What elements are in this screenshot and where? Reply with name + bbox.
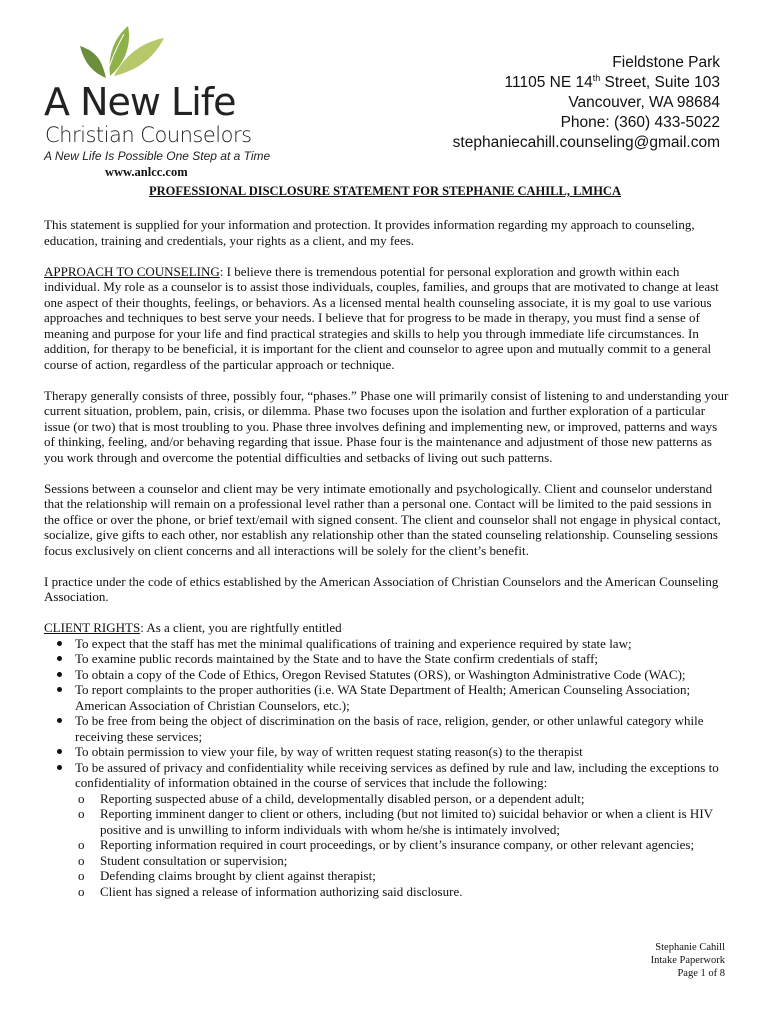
sub-list-item-text: Reporting information required in court proceedings, or by client’s insurance company, or other relevant agencies; <box>100 837 695 852</box>
sub-list-item <box>75 837 730 853</box>
phone: Phone: (360) 433-5022 <box>560 114 720 131</box>
bullet-icon <box>57 687 62 692</box>
circle-bullet-icon: o <box>78 852 85 868</box>
list-item-text: To obtain permission to view your file, by way of written request stating reason(s) to the therapist <box>75 744 583 759</box>
list-item-text: To be free from being the object of discrimination on the basis of race, religion, gender, or other unlawful category while receiving these services; <box>75 713 704 744</box>
circle-bullet-icon: o <box>78 883 85 899</box>
sub-list-item-text: Client has signed a release of information authorizing said disclosure. <box>100 883 463 899</box>
bullet-icon <box>57 765 62 770</box>
ethics-paragraph: I practice under the code of ethics established by the American Association of Christian Counselors and the American Counseling Association. <box>44 573 719 604</box>
bullet-icon <box>57 656 62 661</box>
approach-text: : I believe there is tremendous potential for personal exploration and growth within each individual. My role as a counselor is to assist those individuals, couples, families, and groups that are motivated to change at least one aspect of their thoughts, feelings, or behaviors. As a licensed mental health counseling associate, it is my goal to use various approaches and techniques to best serve your needs. I believe that for progress to be made in therapy, you must find a sense of meaning and purpose for your life and find practical strategies and skills to help you through immediate life circumstances. In addition, for therapy to be beneficial, it is important for the client and counselor to agree upon and mutually commit to a general course of action, regardless of the particular approach or technique. <box>44 263 719 372</box>
circle-bullet-icon: o <box>78 868 85 883</box>
client-rights-section <box>44 620 730 899</box>
logo-subtitle: Christian Counselors <box>45 123 252 147</box>
rights-list <box>44 636 730 900</box>
list-item <box>44 636 730 652</box>
bullet-icon <box>57 749 62 754</box>
sub-list-item <box>75 868 730 884</box>
exceptions-list <box>75 791 730 900</box>
street-number: 11105 NE 14 <box>504 74 593 91</box>
list-item-text: To examine public records maintained by the State and to have the State confirm credentials of staff; <box>75 651 599 666</box>
page-footer <box>651 941 725 980</box>
sub-list-item <box>75 806 730 837</box>
circle-bullet-icon: o <box>78 837 85 852</box>
address-line-1: Fieldstone Park <box>612 54 720 71</box>
website-link[interactable]: www.anlcc.com <box>105 165 188 179</box>
sub-list-item <box>75 791 730 807</box>
sub-list-item-text: Student consultation or supervision; <box>100 852 288 868</box>
circle-bullet-icon: o <box>78 790 85 806</box>
bullet-icon <box>57 718 62 723</box>
list-item-text: To expect that the staff has met the minimal qualifications of training and experience required by state law; <box>75 635 632 651</box>
list-item <box>44 713 730 744</box>
list-item <box>44 667 730 683</box>
bullet-icon <box>57 672 62 677</box>
client-rights-lead: : As a client, you are rightfully entitled <box>140 620 342 635</box>
client-rights-intro <box>44 620 730 636</box>
list-item <box>44 760 730 900</box>
list-item <box>44 682 730 713</box>
leaves-icon <box>58 12 178 82</box>
sessions-paragraph: Sessions between a counselor and client may be very intimate emotionally and psychologically. Client and counselor understand that the relationship will remain on a professional level rather than a personal one. Contact will be limited to the paid sessions in the office or over the phone, or brief text/email with signed consent. The client and counselor shall not engage in physical contact, socialize, give gifts to each other, nor establish any relationship other than the stated counseling relationship. Counseling sessions focus exclusively on client concerns and all interactions will be solely for the client’s benefit. <box>44 480 721 558</box>
footer-name: Stephanie Cahill <box>655 942 725 953</box>
footer-doc: Intake Paperwork <box>650 955 725 966</box>
bullet-icon <box>57 641 62 646</box>
client-rights-heading: CLIENT RIGHTS <box>44 620 141 635</box>
sub-list-item <box>75 884 730 900</box>
document-body <box>44 217 730 899</box>
email-link[interactable]: stephaniecahill.counseling@gmail.com <box>452 134 720 151</box>
list-item-text: To report complaints to the proper authorities (i.e. WA State Department of Health; American Counseling Association; American Association of Christian Counselors, etc.); <box>75 682 691 713</box>
sub-list-item-text: Reporting suspected abuse of a child, developmentally disabled person, or a dependent adult; <box>100 790 585 806</box>
approach-paragraph <box>44 264 730 373</box>
list-item-text: To obtain a copy of the Code of Ethics, Oregon Revised Statutes (ORS), or Washington Administrative Code (WAC); <box>75 666 686 682</box>
street-suffix: th <box>592 73 601 83</box>
document-title: PROFESSIONAL DISCLOSURE STATEMENT FOR STEPHANIE CAHILL, LMHCA <box>149 184 621 198</box>
street-rest: Street, Suite 103 <box>600 74 720 91</box>
address-line-3: Vancouver, WA 98684 <box>568 94 720 111</box>
tagline: A New Life Is Possible One Step at a Time <box>44 149 271 163</box>
address-block <box>453 53 720 153</box>
list-item <box>44 651 730 667</box>
intro-paragraph: This statement is supplied for your information and protection. It provides information regarding my approach to counseling, education, training and credentials, your rights as a client, and my fees. <box>44 217 695 248</box>
page-number: Page 1 of 8 <box>677 968 725 979</box>
logo-name: A New Life <box>44 80 236 124</box>
sub-list-item <box>75 853 730 869</box>
list-item-text: To be assured of privacy and confidentiality while receiving services as defined by rule and law, including the exceptions to confidentiality of information obtained in the course of services that include the following: <box>75 759 719 790</box>
sub-list-item-text: Reporting imminent danger to client or others, including (but not limited to) suicidal behavior or when a client is HIV positive and is unwilling to inform individuals with whom he/she is intimately involved; <box>100 806 713 837</box>
sub-list-item-text: Defending claims brought by client against therapist; <box>100 868 376 883</box>
phases-paragraph: Therapy generally consists of three, possibly four, “phases.” Phase one will primarily consist of listening to and understanding your current situation, problem, pain, crisis, or dilemma. Phase two focuses upon the isolation and further exploration of a particular issue (or two) that is most troubling to you. Phase three involves defining and implementing new, or improved, patterns and ways of thinking, feeling, and/or behaving regarding that issue. Phase four is the maintenance and adjustment of those new patterns as you work through and overcome the potential difficulties and setbacks of living out such patterns. <box>44 387 729 465</box>
circle-bullet-icon: o <box>78 806 85 821</box>
address-line-2 <box>453 73 720 93</box>
approach-heading: APPROACH TO COUNSELING <box>44 263 220 279</box>
list-item <box>44 744 730 760</box>
letterhead-logo <box>44 12 284 182</box>
